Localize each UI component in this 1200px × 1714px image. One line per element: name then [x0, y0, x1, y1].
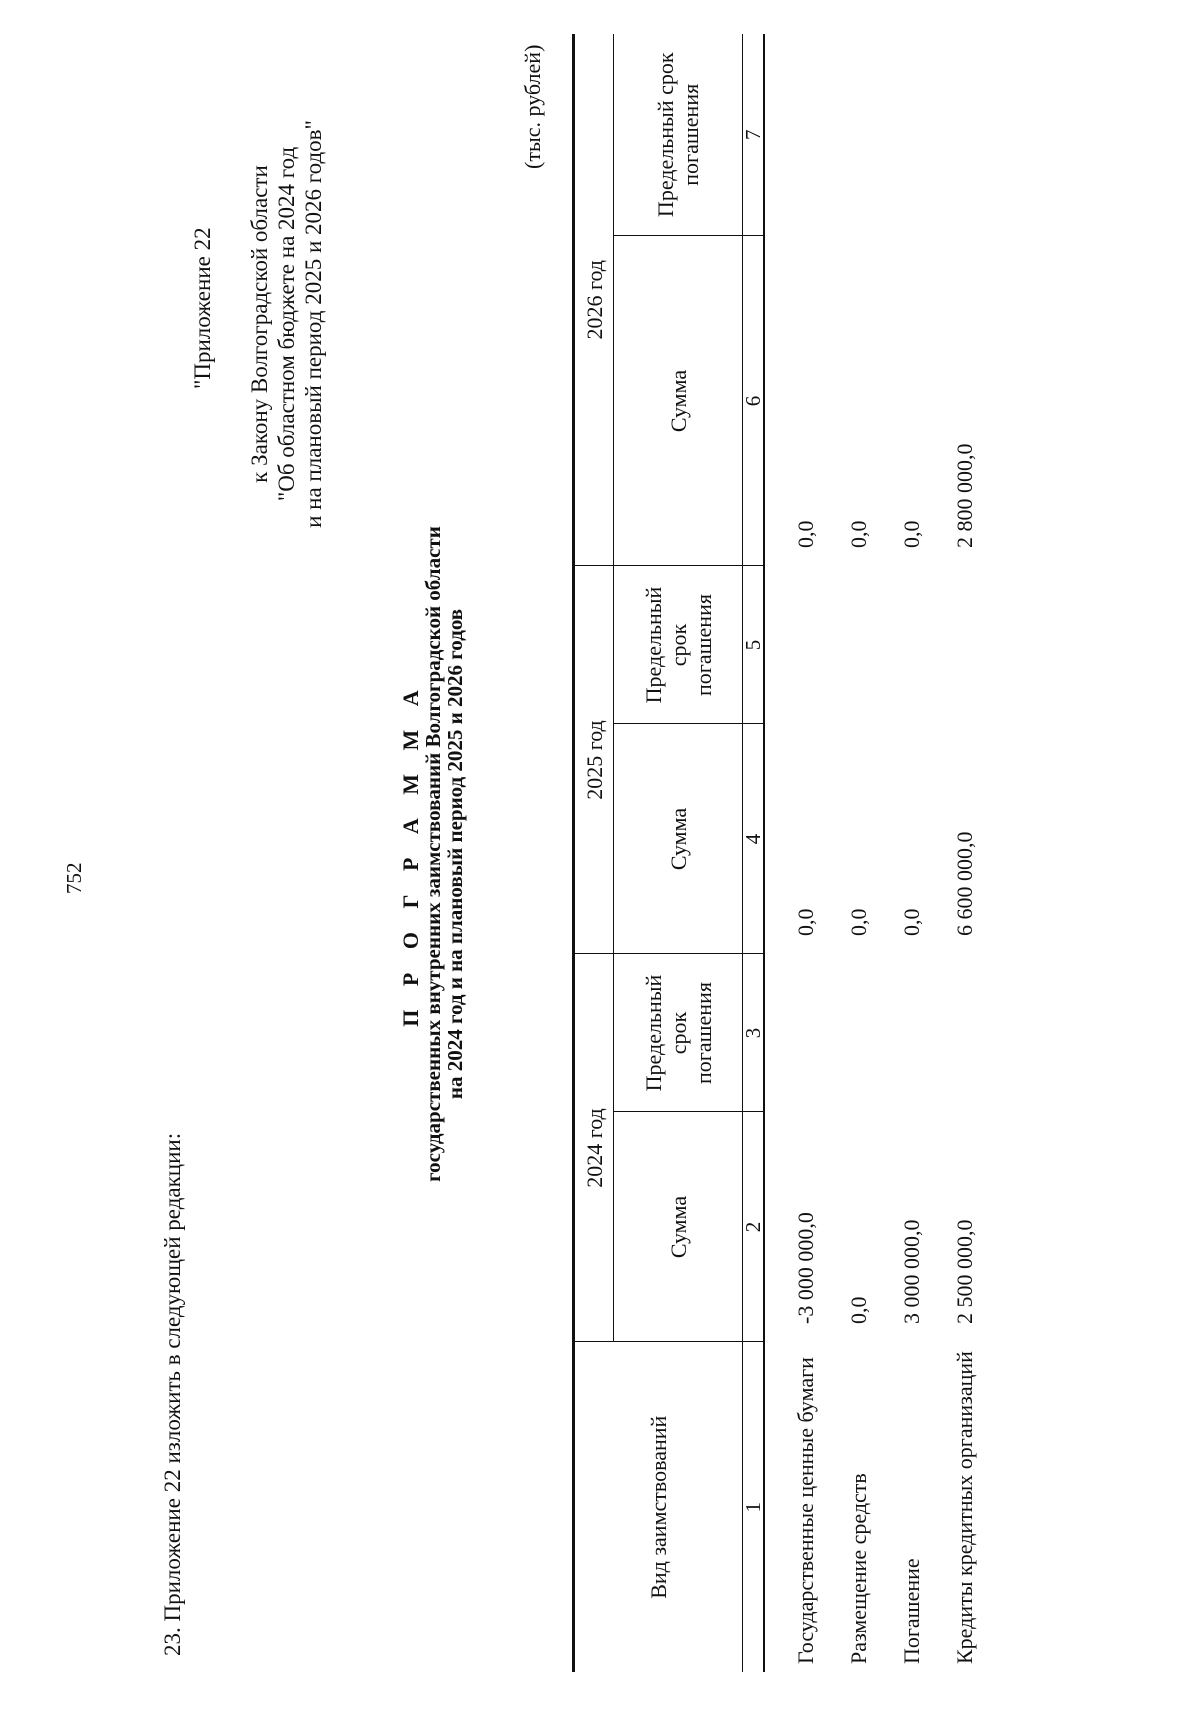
program-title: П Р О Г Р А М М А — [398, 681, 423, 1027]
column-number: 4 — [743, 724, 765, 954]
cell-sum-2025: 0,0 — [846, 908, 871, 936]
cell-term-2025 — [871, 566, 924, 724]
cell-sum-2025: 6 600 000,0 — [952, 831, 977, 936]
header-term: Предельный срок погашения — [614, 34, 743, 236]
header-sum: Сумма — [614, 236, 743, 566]
column-number: 7 — [743, 34, 765, 236]
cell-term-2024 — [924, 954, 977, 1112]
cell-sum-2024: 3 000 000,0 — [899, 1219, 924, 1324]
cell-term-2024 — [764, 954, 818, 1112]
header-year-2024: 2024 год — [575, 954, 614, 1342]
table-header-years — [575, 34, 614, 1672]
cell-term-2026 — [818, 34, 871, 236]
cell-sum-2024: 2 500 000,0 — [952, 1219, 977, 1324]
cell-term-2026 — [764, 34, 818, 236]
cell-term-2024 — [818, 954, 871, 1112]
row-borrowing-type: Кредиты кредитных организаций — [952, 1351, 977, 1664]
row-borrowing-type: Государственные ценные бумаги — [793, 1357, 818, 1664]
header-term: Предельный срок погашения — [614, 954, 743, 1112]
cell-term-2025 — [924, 566, 977, 724]
cell-sum-2025: 0,0 — [899, 908, 924, 936]
cell-sum-2026: 2 800 000,0 — [952, 443, 977, 548]
header-year-2025: 2025 год — [575, 566, 614, 954]
program-subtitle-period: на 2024 год и на плановый период 2025 и 2026 годов — [443, 608, 467, 1100]
annex-line: "Об областном бюджете на 2024 год — [274, 146, 299, 502]
page-number: 752 — [62, 862, 86, 894]
row-borrowing-type: Погашение — [899, 1558, 924, 1664]
annex-reference — [246, 44, 327, 604]
annex-line: к Закону Волгоградской области — [247, 165, 272, 483]
table-row — [924, 34, 977, 1672]
header-term: Предельный срок погашения — [614, 566, 743, 724]
cell-sum-2025: 0,0 — [793, 908, 818, 936]
row-borrowing-type: Размещение средств — [846, 1473, 871, 1664]
table-column-numbers — [743, 34, 765, 1672]
cell-term-2024 — [871, 954, 924, 1112]
cell-term-2026 — [871, 34, 924, 236]
cell-term-2025 — [818, 566, 871, 724]
cell-sum-2026: 0,0 — [899, 520, 924, 548]
column-number: 5 — [743, 566, 765, 724]
header-year-2026: 2026 год — [575, 34, 614, 566]
column-number: 2 — [743, 1112, 765, 1342]
program-subtitle: государственных внутренних заимствований Волгоградской области — [421, 526, 445, 1182]
annex-line: и на плановый период 2025 и 2026 годов" — [301, 120, 326, 528]
cell-sum-2026: 0,0 — [846, 520, 871, 548]
header-borrowing-type: Вид заимствований — [575, 1342, 743, 1672]
column-number: 3 — [743, 954, 765, 1112]
header-sum: Сумма — [614, 724, 743, 954]
column-number: 1 — [743, 1342, 765, 1672]
annex-title: "Приложение 22 — [190, 227, 215, 389]
unit-label: (тыс. рублей) — [520, 44, 545, 169]
table-row — [871, 34, 924, 1672]
table-row — [818, 34, 871, 1672]
header-sum: Сумма — [614, 1112, 743, 1342]
cell-sum-2024: 0,0 — [846, 1296, 871, 1324]
cell-sum-2024: -3 000 000,0 — [793, 1212, 818, 1324]
intro-paragraph: 23. Приложение 22 изложить в следующей редакции: — [160, 1132, 185, 1656]
cell-term-2026 — [924, 34, 977, 236]
program-title-block — [400, 374, 466, 1334]
table-row — [764, 34, 818, 1672]
cell-term-2025 — [764, 566, 818, 724]
column-number: 6 — [743, 236, 765, 566]
cell-sum-2026: 0,0 — [793, 520, 818, 548]
borrowings-table — [574, 34, 977, 1672]
borrowings-table-frame — [572, 34, 977, 1672]
